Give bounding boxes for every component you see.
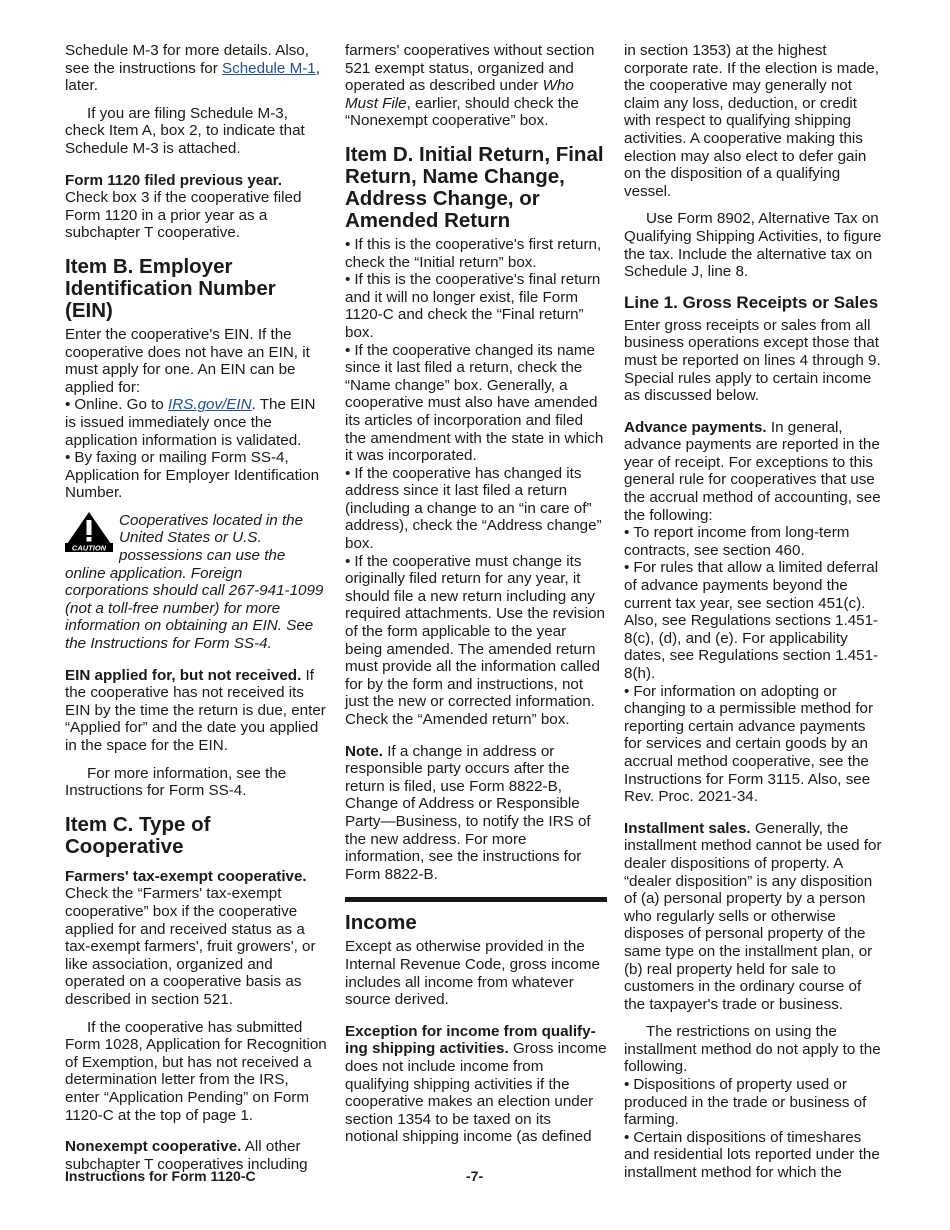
section-heading-item-d: Item D. Initial Return, Final Return, Name Change, Address Change, or Amended Return	[345, 142, 604, 232]
paragraph: Enter the cooperative's EIN. If the cooperative does not have an EIN, it must apply for one. An EIN can be applied for:	[65, 325, 310, 396]
section-heading-income: Income	[345, 911, 417, 935]
paragraph: Form 1120 filed previous year. Check box 3 if the cooperative filed Form 1120 in a prior year as a subchapter T cooperative.	[65, 171, 302, 242]
bullet-item: • To report income from long-term contracts, see section 460.	[624, 524, 886, 559]
run-in-heading: Note.	[345, 742, 383, 760]
bullet-item: • By faxing or mailing Form SS-4, Application for Employer Identification Number.	[65, 449, 327, 502]
bullet-item: • If this is the cooperative's final return and it will no longer exist, file Form 1120-C and check the “Final return” box.	[345, 271, 607, 341]
caution-note	[65, 512, 327, 653]
caution-label: CAUTION	[71, 543, 107, 552]
paragraph: If you are filing Schedule M-3, check Item A, box 2, to indicate that Schedule M-3 is attached.	[65, 104, 305, 157]
bullet-item: • Dispositions of property used or produced in the trade or business of farming.	[624, 1076, 886, 1129]
caution-icon	[65, 512, 113, 552]
caution-text: Cooperatives located in the United States or U.S. possessions can use the online application. Foreign corporations should call 267-941-1099 (not a toll-free number) for more information on obtaining an EIN. See the Instructions for Form SS-4.	[65, 511, 324, 653]
note: Note. If a change in address or responsible party occurs after the return is filed, use Form 8822-B, Change of Address or Responsible Party—Business, to notify the IRS of the new address. For more information, see the instructions for Form 8822-B.	[345, 742, 591, 883]
run-in-heading: Nonexempt cooperative.	[65, 1138, 242, 1156]
section-heading-line-1: Line 1. Gross Receipts or Sales	[624, 292, 879, 312]
bullet-item: • If the cooperative has changed its address since it last filed a return (including a change to an “in care of” address), check the “Address change” box.	[345, 465, 607, 553]
bullet-item: • If this is the cooperative's first return, check the “Initial return” box.	[345, 236, 607, 271]
paragraph: For more information, see the Instructions for Form SS-4.	[65, 764, 287, 800]
paragraph: Farmers' tax-exempt cooperative. Check the “Farmers' tax-exempt cooperative” box if the cooperative applied for and received status as a tax-exempt farmers', fruit growers', or like association, organized and operated on a cooperative basis as described in section 521.	[65, 867, 316, 1008]
run-in-heading: Advance payments.	[624, 418, 767, 436]
paragraph: Exception for income from qualify-ing shipping activities. Gross income does not include income from qualifying shipping activities if the cooperative makes an election under section 1354 to be taxed on its notional shipping income (as defined	[345, 1022, 607, 1146]
column-2	[345, 42, 607, 1146]
paragraph: Except as otherwise provided in the Internal Revenue Code, gross income includes all income from whatever source derived.	[345, 938, 600, 1009]
run-in-heading: Form 1120 filed previous year.	[65, 171, 282, 189]
paragraph: Schedule M-3 for more details. Also, see the instructions for Schedule M-1, later.	[65, 42, 320, 95]
schedule-m1-link[interactable]: Schedule M-1	[222, 59, 316, 77]
bullet-item: • Online. Go to IRS.gov/EIN. The EIN is issued immediately once the application information is validated.	[65, 396, 327, 449]
paragraph: The restrictions on using the installment method do not apply to the following.	[624, 1023, 881, 1076]
paragraph: Nonexempt cooperative. All other subchapter T cooperatives including	[65, 1138, 308, 1173]
paragraph: Advance payments. In general, advance payments are reported in the year of receipt. For exceptions to this general rule for cooperatives that use the accrual method of accounting, see the following:	[624, 418, 881, 524]
paragraph: farmers' cooperatives without section 521 exempt status, organized and operated as described under Who Must File, earlier, should check the “Nonexempt cooperative” box.	[345, 42, 595, 130]
run-in-heading: Exception for income from qualify-ing shipping activities.	[345, 1022, 596, 1058]
bullet-item: • If the cooperative must change its originally filed return for any year, it should file a new return including any required attachments. Use the revision of the form applicable to the year being amended. The amended return must provide all the information called for by the form and instructions, not just the new or corrected information. Check the “Amended return” box.	[345, 553, 607, 729]
section-rule	[345, 897, 607, 902]
paragraph: Enter gross receipts or sales from all business operations except those that must be reported on lines 4 through 9. Special rules apply to certain income as discussed below.	[624, 316, 881, 405]
run-in-heading: Farmers' tax-exempt cooperative.	[65, 867, 307, 885]
paragraph: Installment sales. Generally, the installment method cannot be used for dealer dispositions of property. A “dealer disposition” is any disposition of (a) personal property by a person who regularly sells or otherwise disposes of personal property of the same type on the installment plan, or (b) real property held for sale to customers in the ordinary course of the taxpayer's trade or business.	[624, 819, 882, 1013]
column-3	[624, 42, 886, 1182]
bullet-item: • For information on adopting or changing to a permissible method for reporting certain advance payments for services and certain goods by an accrual method cooperative, see the Instructions for Form 3115. Also, see Rev. Proc. 2021-34.	[624, 683, 886, 806]
paragraph: Use Form 8902, Alternative Tax on Qualifying Shipping Activities, to figure the tax. Include the alternative tax on Schedule J, line 8.	[624, 210, 882, 281]
paragraph: EIN applied for, but not received. If the cooperative has not received its EIN by the time the return is due, enter “Applied for” and the date you applied in the space for the EIN.	[65, 666, 326, 754]
page-number: -7-	[466, 1168, 484, 1184]
footer-form-title: Instructions for Form 1120-C	[65, 1168, 256, 1184]
paragraph: If the cooperative has submitted Form 1028, Application for Recognition of Exemption, but has not received a determination letter from the IRS, enter “Application Pending” on Form 1120-C at the top of page 1.	[65, 1018, 327, 1124]
paragraph: in section 1353) at the highest corporate rate. If the election is made, the cooperative may generally not claim any loss, deduction, or credit with respect to qualifying shipping activities. A cooperative making this election may also elect to defer gain on the disposition of a qualifying vessel.	[624, 42, 879, 200]
section-heading-item-b: Item B. Employer Identification Number (EIN)	[65, 254, 276, 322]
bullet-item: • For rules that allow a limited deferral of advance payments beyond the current tax year, see section 451(c). Also, see Regulations sections 1.451-8(c), (d), and (e). For applicability dates, see Regulations section 1.451-8(h).	[624, 559, 886, 682]
column-1	[65, 42, 327, 1173]
bullet-item: • Certain dispositions of timeshares and residential lots reported under the installment method for which the	[624, 1129, 886, 1182]
irs-ein-link[interactable]: IRS.gov/EIN	[168, 396, 252, 414]
bullet-item: • If the cooperative changed its name since it last filed a return, check the “Name change” box. Generally, a cooperative must also have amended its articles of incorporation and filed the amendment with the state in which it was incorporated.	[345, 342, 607, 465]
section-heading-item-c: Item C. Type of Cooperative	[65, 812, 211, 858]
run-in-heading: Installment sales.	[624, 819, 751, 837]
run-in-heading: EIN applied for, but not received.	[65, 666, 302, 684]
